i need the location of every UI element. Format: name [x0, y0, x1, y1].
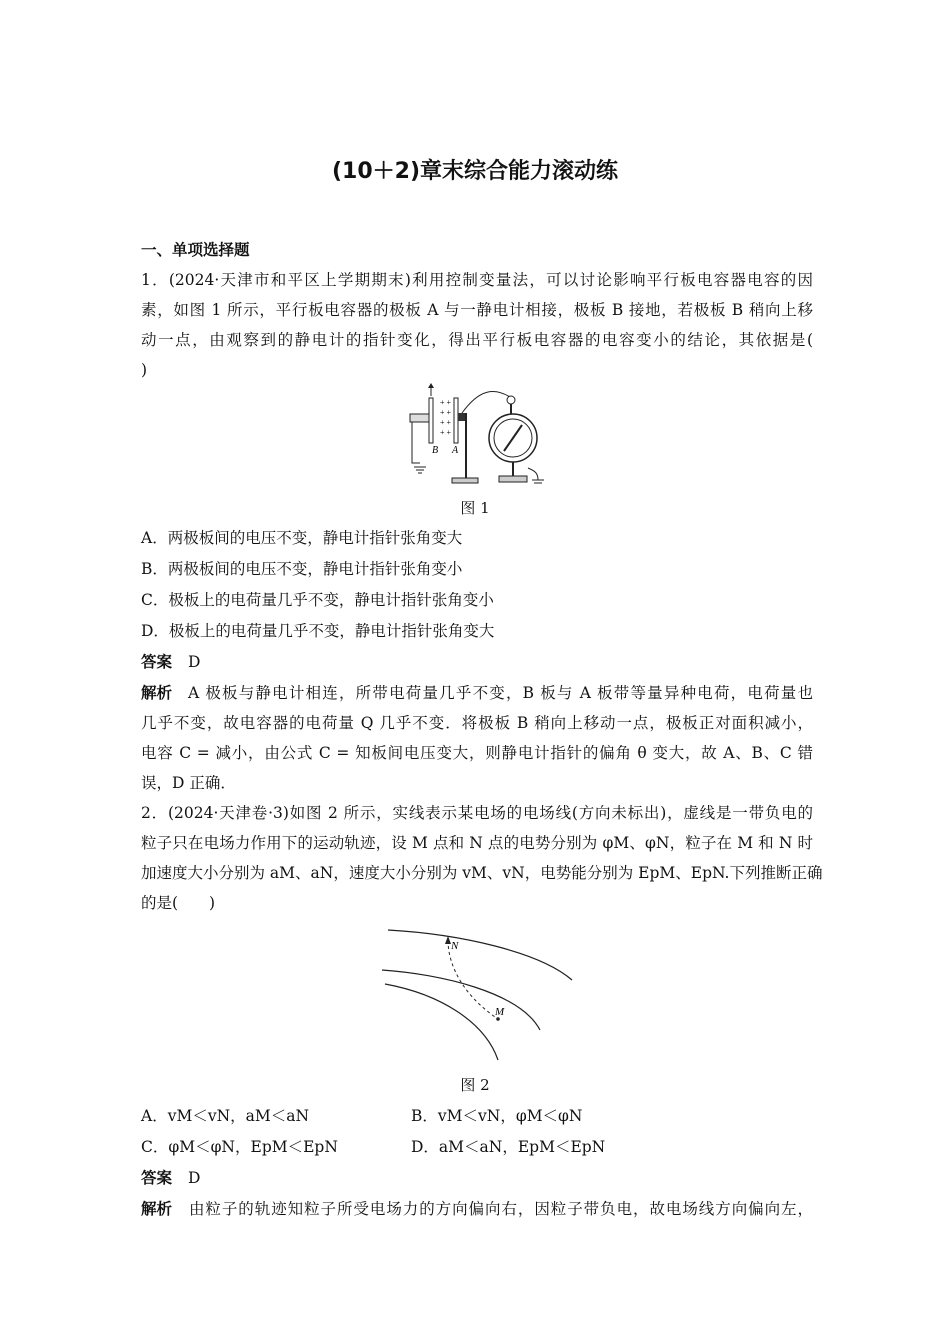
answer-value: D [188, 653, 201, 671]
point-m-label: M [495, 1006, 505, 1018]
figure-2-field-lines [380, 922, 580, 1064]
figure-2-caption: 图 2 [460, 1076, 490, 1094]
q1-stem-line-1: 1．(2024·天津市和平区上学期期末)利用控制变量法，可以讨论影响平行板电容器电容的因 [141, 271, 813, 289]
svg-text:+ +: + + [440, 398, 452, 407]
q1-option-c[interactable]: C．极板上的电荷量几乎不变，静电计指针张角变小 [141, 591, 494, 609]
q1-option-a[interactable]: A．两极板间的电压不变，静电计指针张角变大 [141, 529, 463, 547]
field-line-lower [385, 984, 498, 1060]
answer-label: 答案 [141, 1169, 173, 1187]
analysis-label: 解析 [141, 1200, 173, 1218]
page-title: (10＋2)章末综合能力滚动练 [331, 159, 619, 184]
q2-option-b[interactable]: B．vM＜vN，φM＜φN [411, 1107, 583, 1125]
q1-analysis-line-2: 几乎不变，故电容器的电荷量 Q 几乎不变．将极板 B 稍向上移动一点，极板正对面积减小， [141, 714, 813, 732]
q1-answer [141, 652, 813, 672]
point-n-label: N [451, 940, 459, 952]
q2-answer [141, 1168, 813, 1188]
field-line-middle [382, 970, 540, 1030]
q1-option-b[interactable]: B．两极板间的电压不变，静电计指针张角变小 [141, 560, 463, 578]
q1-stem-line-2: 素，如图 1 所示，平行板电容器的极板 A 与一静电计相接，极板 B 接地，若极板 B 稍向上移 [141, 301, 813, 319]
section-heading: 一、单项选择题 [141, 241, 250, 259]
svg-text:+ +: + + [440, 408, 452, 417]
analysis-text: 由粒子的轨迹知粒子所受电场力的方向偏向右，因粒子带负电，故电场线方向偏向左， [188, 1200, 813, 1218]
q2-stem-line-2: 粒子只在电场力作用下的运动轨迹，设 M 点和 N 点的电势分别为 φM、φN，粒子在 M 和 N 时 [141, 834, 813, 852]
figure-1-capacitor-electroscope [400, 383, 560, 488]
q1-option-d[interactable]: D．极板上的电荷量几乎不变，静电计指针张角变大 [141, 622, 495, 640]
q1-analysis-line-1 [141, 683, 813, 703]
figure-1-caption: 图 1 [460, 499, 490, 517]
analysis-label: 解析 [141, 684, 173, 702]
q1-analysis-line-3: 电容 C = 减小，由公式 C = 知板间电压变大，则静电计指针的偏角 θ 变大，故 A、B、C 错 [141, 744, 813, 762]
plate-b-label: B [432, 445, 439, 456]
field-line-upper [388, 930, 572, 980]
plate-a-label: A [452, 445, 459, 456]
svg-text:+ +: + + [440, 428, 452, 437]
svg-text:+ +: + + [440, 418, 452, 427]
q1-analysis-line-4: 误，D 正确． [141, 774, 236, 792]
answer-label: 答案 [141, 653, 173, 671]
q2-stem-line-4: 的是( ) [141, 894, 216, 912]
answer-value: D [188, 1169, 201, 1187]
q1-stem-line-4: ) [141, 361, 148, 379]
q2-stem-line-1: 2．(2024·天津卷·3)如图 2 所示，实线表示某电场的电场线(方向未标出)，虚线是一带负电的 [141, 804, 813, 822]
q2-stem-line-3: 加速度大小分别为 aM、aN，速度大小分别为 vM、vN，电势能分别为 EpM、EpN.下列推断正确 [141, 864, 823, 882]
q1-stem-line-3: 动一点，由观察到的静电计的指针变化，得出平行板电容器的电容变小的结论，其依据是( [141, 331, 813, 349]
q2-analysis-line-1 [141, 1199, 813, 1219]
analysis-text: A 极板与静电计相连，所带电荷量几乎不变，B 板与 A 板带等量异种电荷，电荷量也 [188, 684, 813, 702]
q2-option-a[interactable]: A．vM＜vN，aM＜aN [141, 1107, 310, 1125]
q2-option-d[interactable]: D．aM＜aN，EpM＜EpN [411, 1138, 606, 1156]
q2-option-c[interactable]: C．φM＜φN，EpM＜EpN [141, 1138, 338, 1156]
